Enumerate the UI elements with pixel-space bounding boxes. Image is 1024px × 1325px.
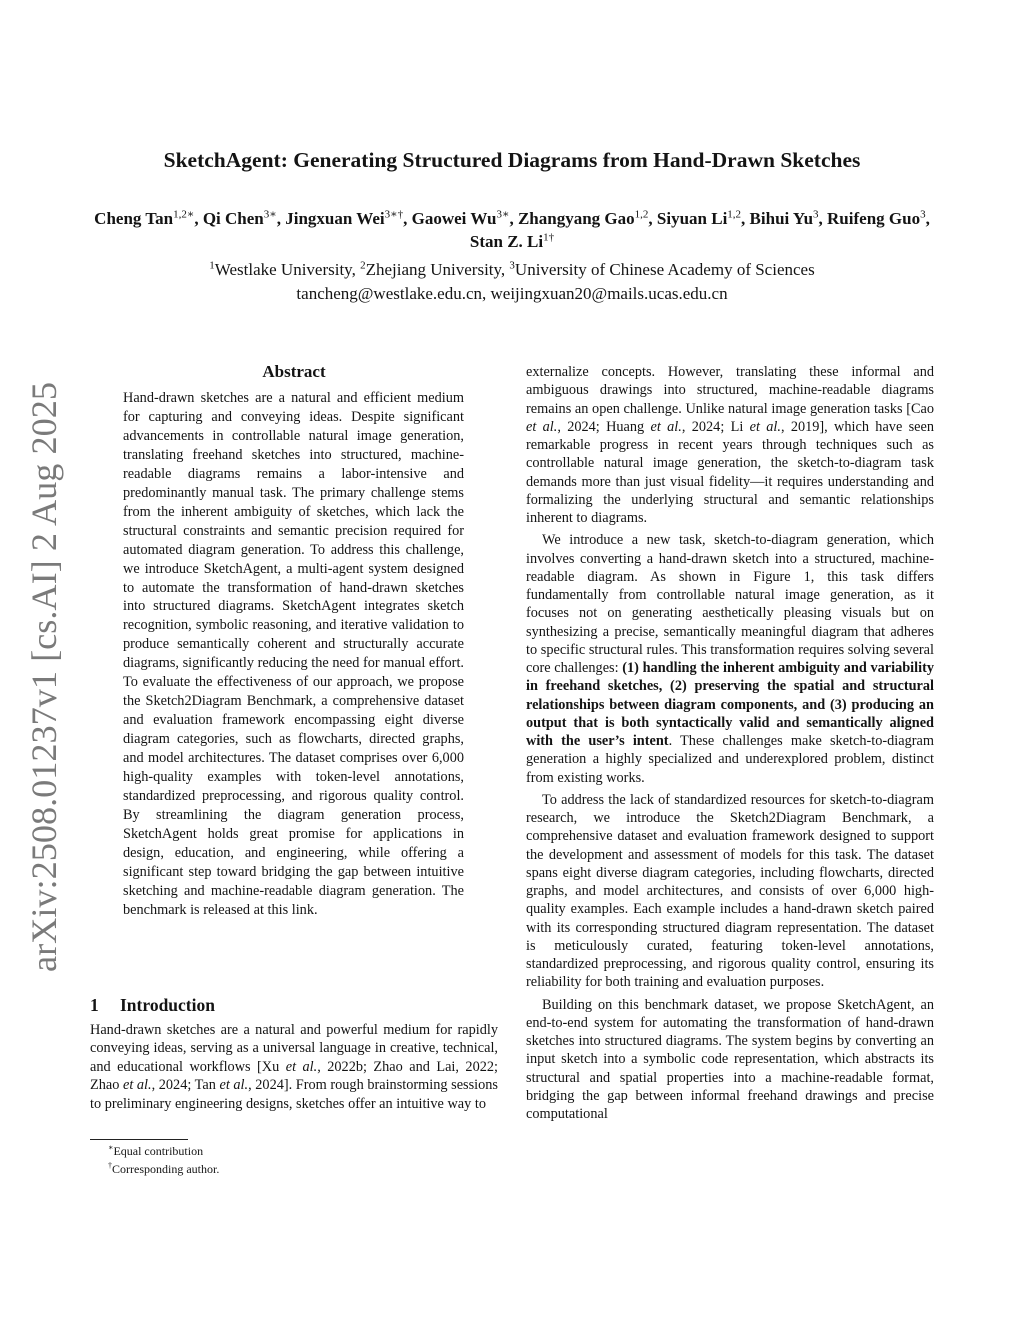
author-affiliation-mark: 3∗ xyxy=(263,208,277,221)
right-column xyxy=(526,363,934,1127)
author-name: Siyuan Li xyxy=(656,209,728,228)
author-name: Zhangyang Gao xyxy=(517,209,635,228)
affiliation: Westlake University, xyxy=(214,260,361,279)
author-name: Ruifeng Guo xyxy=(827,209,921,228)
abstract-heading: Abstract xyxy=(262,362,326,381)
author-affiliation-mark: 3∗† xyxy=(384,208,404,221)
author-name: Gaowei Wu xyxy=(411,209,497,228)
author-name: Bihui Yu xyxy=(749,209,814,228)
body-paragraph: We introduce a new task, sketch-to-diagram generation, which involves converting a hand-drawn sketch into a structured, machine-readable diagram. As shown in Figure 1, this task differs fundamentally from controllable natural image generation, as it focuses not on generating aesthetically pleasing visuals but on synthesizing a precise, semantically meaningful diagram that adheres to specific structural rules. This transformation requires solving several core challenges: (1) handling the inherent ambiguity and variability in freehand sketches, (2) preserving the spatial and structural relationships between diagram components, and (3) producing an output that is both syntactically valid and semantically aligned with the user’s intent. These challenges make sketch-to-diagram generation a highly specialized and underexplored problem, distinct from existing works. xyxy=(526,532,935,786)
affiliation: University of Chinese Academy of Sciences xyxy=(514,260,815,279)
body-paragraph: Building on this benchmark dataset, we propose SketchAgent, an end-to-end system for automating the transformation of hand-drawn sketches into structured diagrams. The system begins by converting an input sketch into a symbolic code representation, which abstracts its structural and spatial properties into a machine-readable format, bridging the gap between informal freehand drawings and precise computational xyxy=(526,996,934,1122)
footnote-equal-contribution: ∗Equal contribution xyxy=(108,1143,204,1158)
author-affiliation-mark: 1,2∗ xyxy=(173,208,195,221)
body-paragraph: externalize concepts. However, translating these informal and ambiguous drawings into structured, machine-readable diagrams remains an open challenge. Unlike natural image generation tasks [Cao et al., 2024; Huang et al., 2024; Li et al., 2019], which have seen remarkable progress in recent years through techniques such as controllable natural image generation, the sketch-to-diagram task demands more than just visual fidelity—it requires understanding and formalizing the underlying structural and semantic relationships inherent to diagrams. xyxy=(526,364,934,526)
arxiv-identifier xyxy=(12,382,66,972)
author-name: Stan Z. Li xyxy=(469,232,544,251)
author-emails: tancheng@westlake.edu.cn, weijingxuan20@mails.ucas.edu.cn xyxy=(296,284,728,303)
intro-paragraph: Hand-drawn sketches are a natural and powerful medium for rapidly conveying ideas, serving as a universal language in creative, technical, and educational workflows [Xu et al., 2022b; Zhao and Lai, 2022; Zhao et al., 2024; Tan et al., 2024]. From rough brainstorming sessions to preliminary engineering designs, sketches offer an intuitive way to xyxy=(90,1022,498,1112)
author-name: Qi Chen xyxy=(202,209,264,228)
author-name: Jingxuan Wei xyxy=(285,209,385,228)
paper-title: SketchAgent: Generating Structured Diagrams from Hand-Drawn Sketches xyxy=(163,148,861,172)
section-number: 1 xyxy=(90,995,99,1015)
abstract-text: Hand-drawn sketches are a natural and efficient medium for capturing and conveying ideas. Despite significant advancements in controllable natural image generation, translating freehand sketches into structured, machine-readable diagrams remains a labor-intensive and predominantly manual task. The primary challenge stems from the inherent ambiguity of sketches, which lack the structural constraints and semantic precision required for automated diagram generation. To address this challenge, we introduce SketchAgent, a multi-agent system designed to automate the transformation of hand-drawn sketches into structured diagrams. SketchAgent integrates sketch recognition, symbolic reasoning, and iterative validation to produce semantically coherent and structurally accurate diagrams, significantly reducing the need for manual effort. To evaluate the effectiveness of our approach, we propose the Sketch2Diagram Benchmark, a comprehensive dataset and evaluation framework encompassing eight diverse diagram categories, such as flowcharts, directed graphs, and model architectures. The dataset comprises over 6,000 high-quality examples with token-level annotations, standardized preprocessing, and rigorous quality control. By streamlining the diagram generation process, SketchAgent holds great promise for applications in design, education, and engineering, while offering a significant step toward bridging the gap between intuitive sketching and machine-readable diagram generation. The benchmark is released at this link. xyxy=(123,390,464,918)
author-name: Cheng Tan xyxy=(94,209,174,228)
section-title: Introduction xyxy=(120,995,215,1015)
affiliation: Zhejiang University, xyxy=(365,260,510,279)
affiliations: $^1$Westlake University, $^2$Zhejiang University, $^3$University of Chinese Academy of Sciences xyxy=(209,259,815,279)
author-affiliation-mark: 1† xyxy=(543,231,555,244)
author-affiliation-mark: 1,2 xyxy=(727,208,742,221)
author-affiliation-mark: 3∗ xyxy=(496,208,510,221)
author-list: Cheng Tan$^{1,2∗}$, Qi Chen$^{3∗}$, Jingxuan Wei$^{3∗\dagger}$, Gaowei $Wu^{3∗}$, Zhangyang Gao$^{1,2}$, Siyuan Li$^{1,2}$, Bihui Yu$^3$, Ruifeng Guo$^3$, Stan Z. $Li^{1\dagger}$ xyxy=(94,208,930,251)
footnote-divider xyxy=(90,1139,188,1140)
author-affiliation-mark: 1,2 xyxy=(634,208,649,221)
arxiv-id-text: arXiv:2508.01237v1 [cs.AI] 2 Aug 2025 xyxy=(24,386,64,972)
body-paragraph: To address the lack of standardized resources for sketch-to-diagram research, we introduce the Sketch2Diagram Benchmark, a comprehensive dataset and evaluation framework designed to support the development and assessment of models for this task. The dataset spans eight diverse diagram categories, including flowcharts, directed graphs, and model architectures, and consists of over 6,000 high-quality examples. Each example includes a hand-drawn sketch paired with its corresponding structured diagram representation. The dataset is meticulously curated, featuring token-level annotations, standardized preprocessing, and rigorous quality control, ensuring its reliability for both training and evaluation purposes. xyxy=(526,791,934,991)
author-affiliation-mark: 3 xyxy=(920,208,926,221)
footnotes xyxy=(108,1143,219,1178)
section-heading-introduction xyxy=(90,994,215,1016)
footnote-corresponding-author: †Corresponding author. xyxy=(108,1160,220,1176)
author-affiliation-mark: 3 xyxy=(813,208,819,221)
